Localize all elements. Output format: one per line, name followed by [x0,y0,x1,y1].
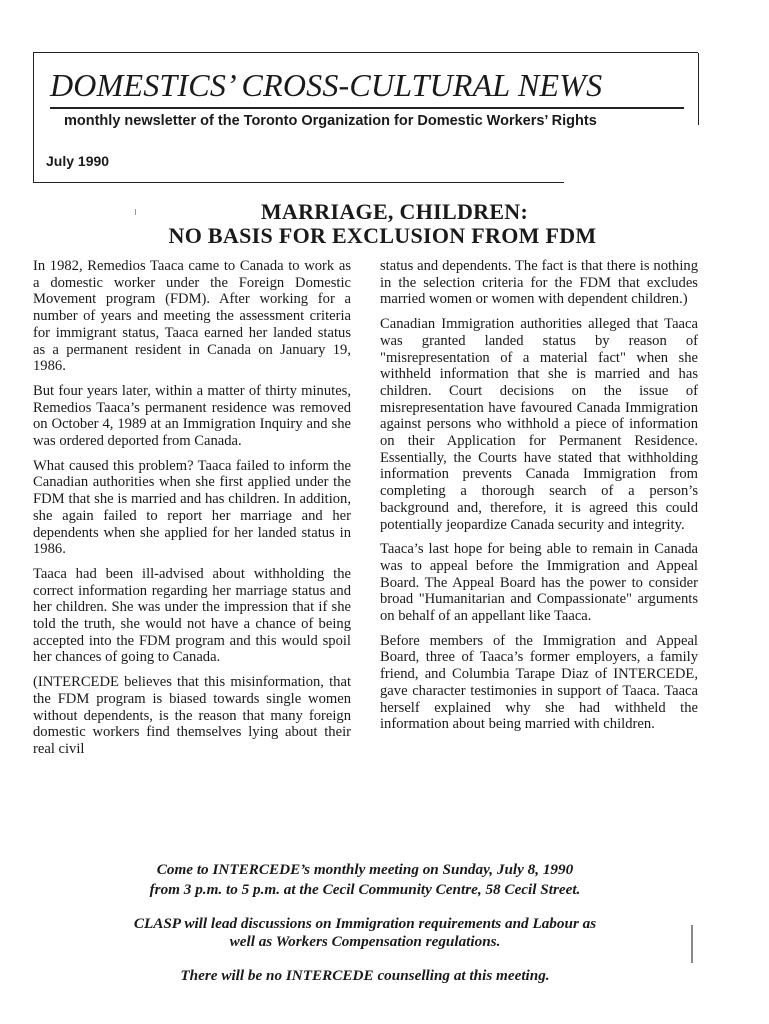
notice-line: There will be no INTERCEDE counselling at this meeting. [180,967,550,984]
notice-line: Come to INTERCEDE’s monthly meeting on Sunday, July 8, 1990 [156,861,574,878]
paragraph: Canadian Immigration authorities alleged that Taaca was granted landed status by reason of "misrepresentation of a material fact" when she withheld information that she is married and has children. Court decisions on the issue of misrepresentation have favoured Canada Immigration against persons who withhold a piece of information on their Application for Permanent Residence. Essentially, the Courts have stated that withholding information prevents Canada Immigration from completing a thorough search of a person’s background and, therefore, it is agreed this could potentially jeopardize Canada security and integrity. [380,316,698,533]
notice-line: from 3 p.m. to 5 p.m. at the Cecil Community Centre, 58 Cecil Street. [149,881,581,898]
meeting-notice [34,848,696,998]
headline-line-2: NO BASIS FOR EXCLUSION FROM FDM [168,223,597,248]
masthead-border-bottom [34,182,564,184]
paragraph: (INTERCEDE believes that this misinformation, that the FDM program is biased towards single women without dependents, is the reason that many foreign domestic workers find themselves lying about their real civil [33,674,351,757]
article-column-right [380,258,698,741]
paragraph: Taaca’s last hope for being able to remain in Canada was to appeal before the Immigration and Appeal Board. The Appeal Board has the power to consider broad "Humanitarian and Compassionate" arguments on behalf of an appellant like Taaca. [380,541,698,625]
scan-artifact [691,925,693,963]
notice-line: well as Workers Compensation regulations. [229,933,501,950]
title-rule [50,107,684,109]
newsletter-title: DOMESTICS’ CROSS-CULTURAL NEWS [50,67,603,103]
article-column-left [33,258,351,766]
newsletter-subtitle: monthly newsletter of the Toronto Organization for Domestic Workers’ Rights [64,113,597,129]
paragraph: Taaca had been ill-advised about withholding the correct information regarding her marriage status and her children. She was under the impression that if she told the truth, she would not have a chance of being accepted into the FDM program and this would spoil her chances of going to Canada. [33,565,351,666]
headline-line-1: MARRIAGE, CHILDREN: [260,199,529,224]
scan-artifact [135,209,136,215]
paragraph: In 1982, Remedios Taaca came to Canada to work as a domestic worker under the Foreign Domestic Movement program (FDM). After working for a number of years and meeting the assessment criteria for immigrant status, Taaca earned her landed status as a permanent resident in Canada on January 19, 1986. [33,258,351,375]
paragraph: But four years later, within a matter of thirty minutes, Remedios Taaca’s permanent residence was removed on October 4, 1989 at an Immigration Inquiry and she was ordered deported from Canada. [33,382,351,450]
paragraph: status and dependents. The fact is that there is nothing in the selection criteria for the FDM that excludes married women or women with dependent children.) [380,258,698,308]
paragraph: What caused this problem? Taaca failed to inform the Canadian authorities when she first applied under the FDM that she is married and has children. In addition, she again failed to report her marriage and her dependents when she applied for her landed status in 1986. [33,457,351,558]
paragraph: Before members of the Immigration and Appeal Board, three of Taaca’s former employers, a family friend, and Columbia Tarape Diaz of INTERCEDE, gave character testimonies in support of Taaca. Taaca herself explained why she had withheld the information about being married with children. [380,632,698,733]
masthead-box [33,52,698,183]
masthead-border-right [698,53,700,125]
issue-date: July 1990 [46,153,110,169]
notice-line: CLASP will lead discussions on Immigration requirements and Labour as [133,915,597,932]
